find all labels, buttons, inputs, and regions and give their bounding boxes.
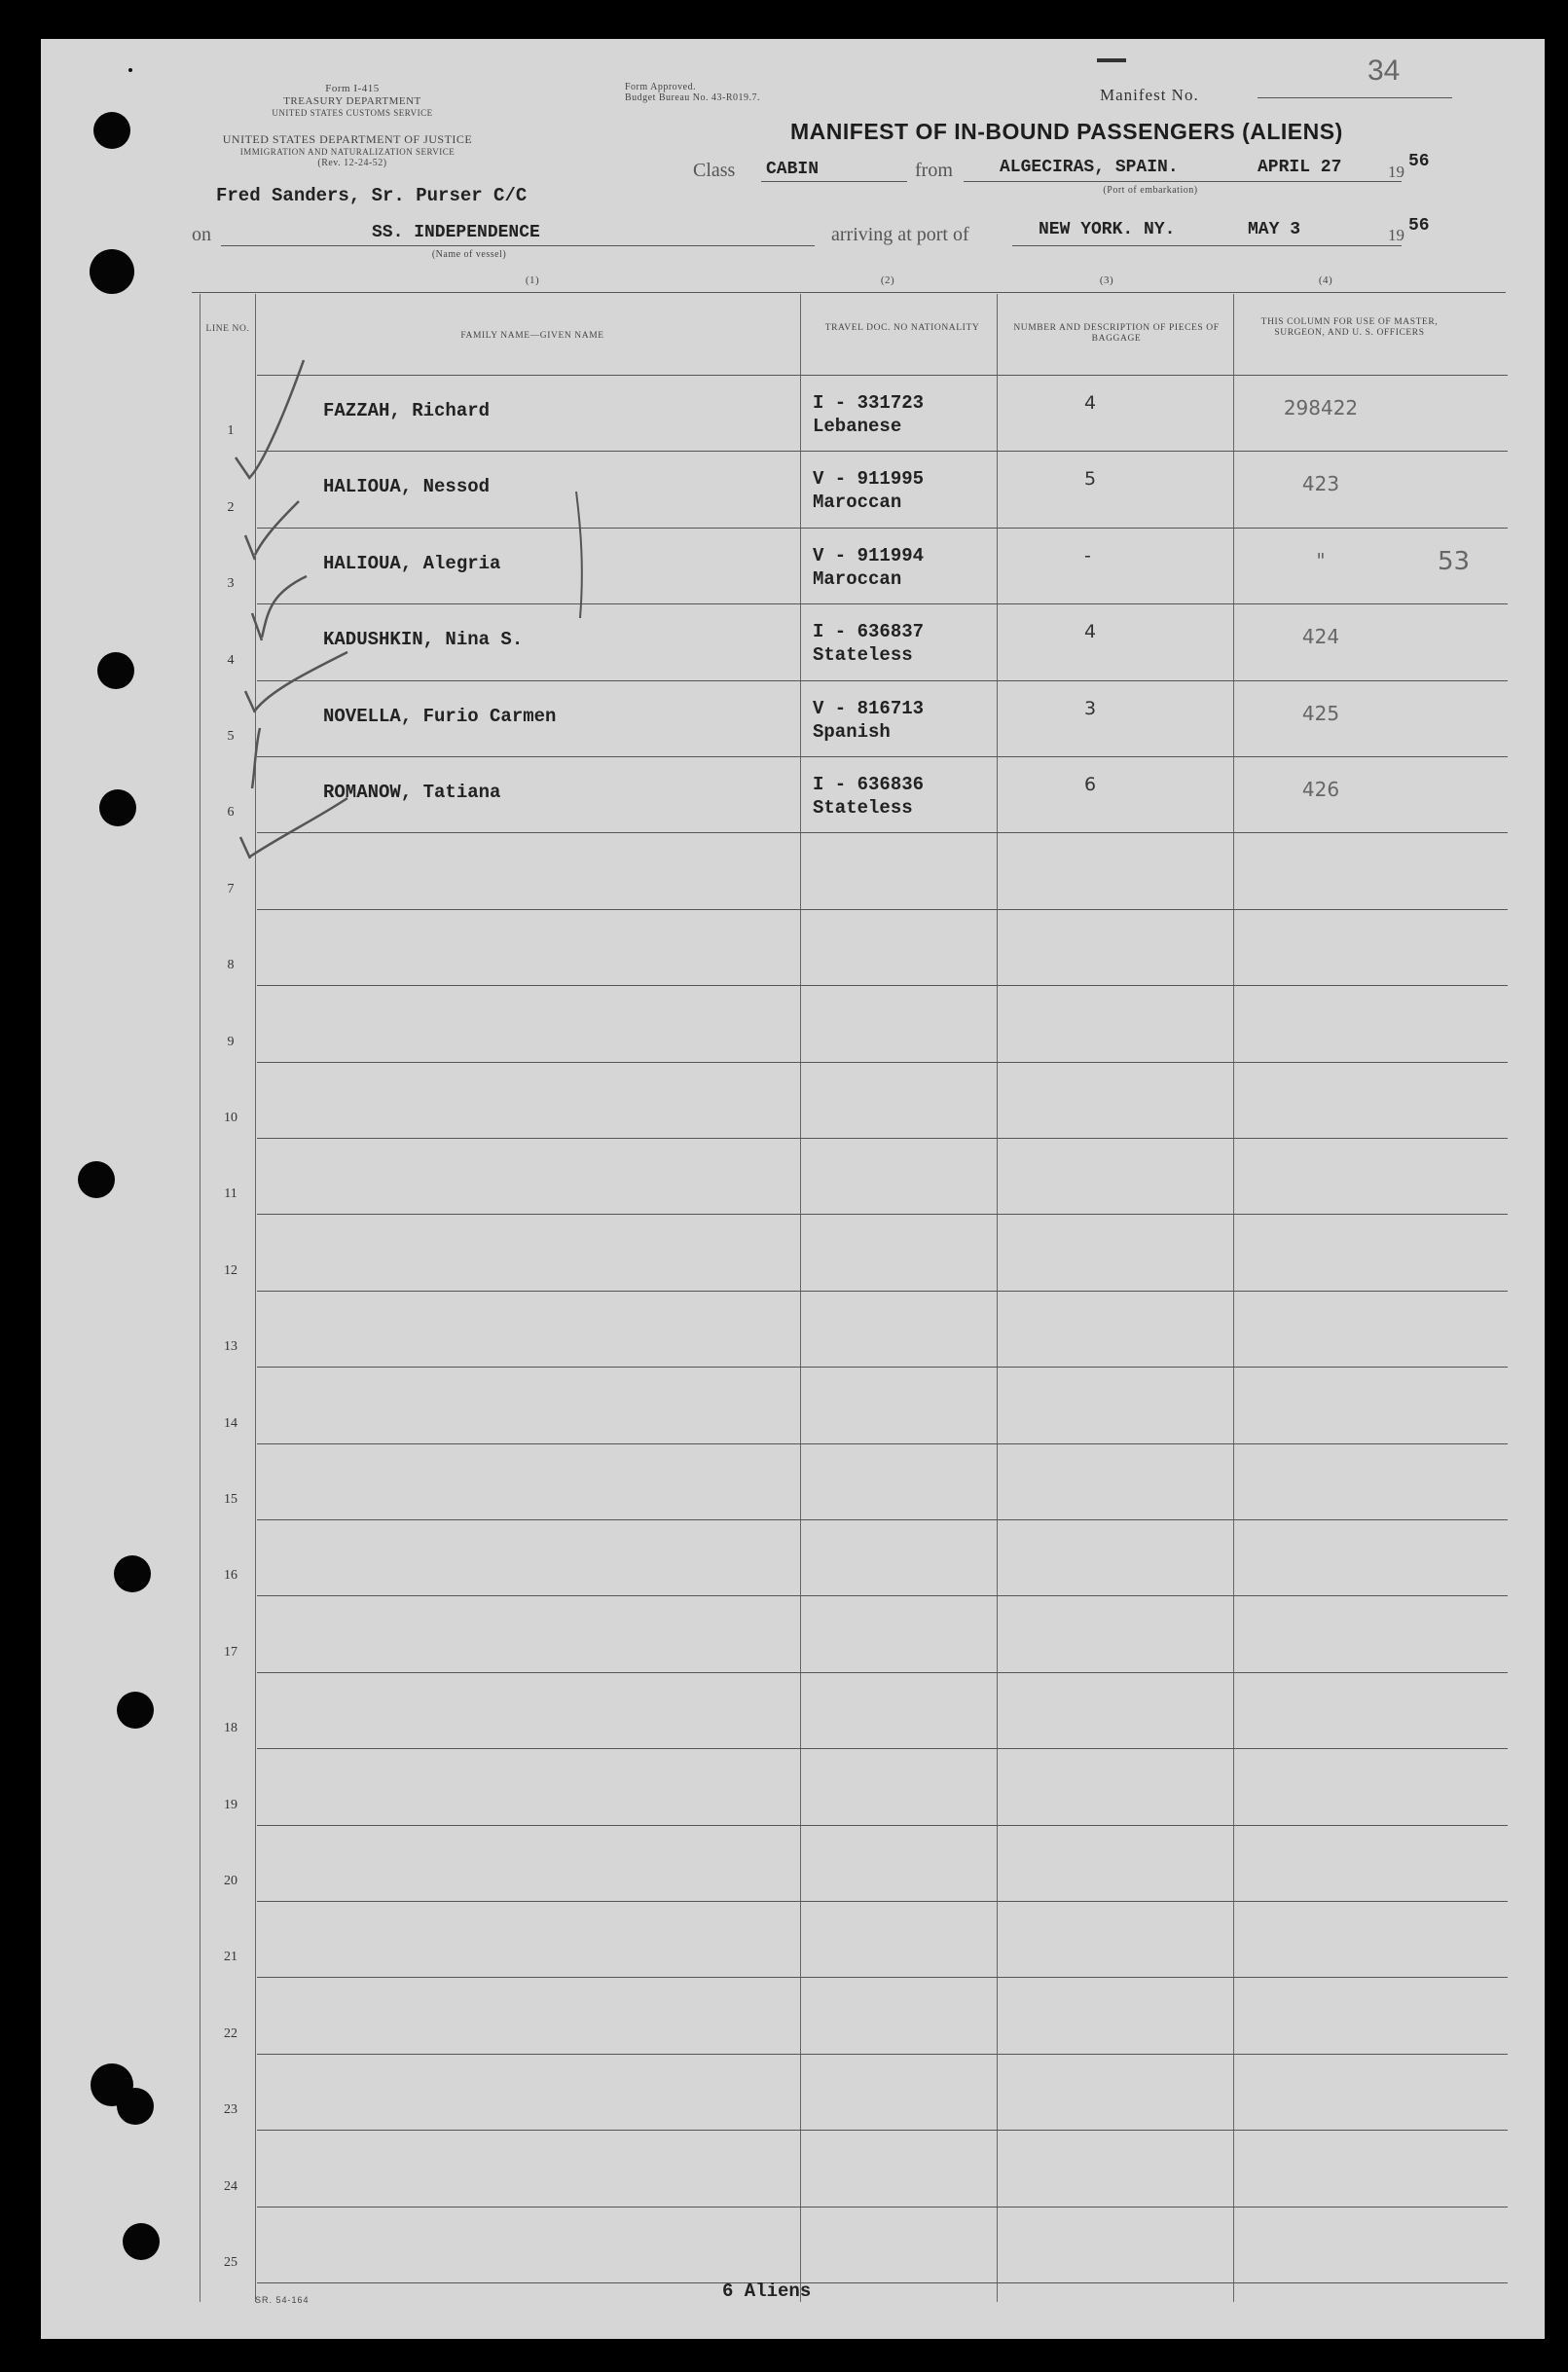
embark-port: ALGECIRAS, SPAIN. xyxy=(1000,158,1179,177)
row-rule xyxy=(257,985,1508,986)
manifest-underline xyxy=(1258,97,1452,98)
row-rule xyxy=(257,2282,1508,2283)
manifest-number: 34 xyxy=(1367,55,1401,87)
header-name: FAMILY NAME—GIVEN NAME xyxy=(460,331,604,341)
punch-hole xyxy=(99,789,136,826)
row-rule xyxy=(257,1977,1508,1978)
row-rule xyxy=(257,2207,1508,2208)
travel-doc-number: I - 331723 xyxy=(813,392,925,414)
arrival-port: NEW YORK. NY. xyxy=(1039,220,1176,239)
officer-note: 425 xyxy=(1301,701,1340,725)
line-number: 15 xyxy=(224,1492,237,1507)
page-title: MANIFEST OF IN-BOUND PASSENGERS (ALIENS) xyxy=(790,119,1343,144)
passenger-name: NOVELLA, Furio Carmen xyxy=(323,705,557,727)
row-rule xyxy=(257,1901,1508,1902)
doc-col-divider xyxy=(997,294,998,2302)
manifest-page xyxy=(41,39,1545,2339)
punch-hole xyxy=(117,2088,154,2125)
revision: (Rev. 12-24-52) xyxy=(317,158,387,168)
customs-service: UNITED STATES CUSTOMS SERVICE xyxy=(272,108,433,118)
line-number: 23 xyxy=(224,2102,237,2118)
line-number: 9 xyxy=(227,1034,235,1049)
row-rule xyxy=(257,528,1508,529)
year-prefix-1: 19 xyxy=(1388,163,1404,181)
margin-note: 53 xyxy=(1438,546,1471,576)
row-rule xyxy=(257,832,1508,833)
embark-year: 56 xyxy=(1408,152,1430,171)
row-rule xyxy=(257,1062,1508,1063)
manifest-label: Manifest No. xyxy=(1100,86,1199,104)
alien-total: 6 Aliens xyxy=(722,2281,812,2302)
row-rule xyxy=(257,1443,1508,1444)
punch-hole xyxy=(90,249,134,294)
on-label: on xyxy=(192,224,211,245)
officer-note: " xyxy=(1316,548,1326,572)
line-number: 21 xyxy=(224,1950,237,1965)
row-rule xyxy=(257,1595,1508,1596)
nationality: Stateless xyxy=(813,644,913,667)
passenger-name: KADUSHKIN, Nina S. xyxy=(323,629,524,651)
row-rule xyxy=(257,1214,1508,1215)
punch-hole xyxy=(93,112,130,149)
line-number: 6 xyxy=(227,805,235,821)
punch-hole xyxy=(117,1692,154,1729)
row-rule xyxy=(257,1748,1508,1749)
travel-doc-number: V - 911995 xyxy=(813,468,925,491)
travel-doc-number: V - 911994 xyxy=(813,544,925,566)
line-number: 19 xyxy=(224,1797,237,1812)
header-line-no: LINE NO. xyxy=(205,324,250,334)
line-number: 22 xyxy=(224,2025,237,2041)
line-number: 12 xyxy=(224,1262,237,1278)
line-number: 11 xyxy=(224,1186,237,1202)
left-border xyxy=(200,294,201,2302)
year-prefix-2: 19 xyxy=(1388,226,1404,244)
punch-hole xyxy=(78,1161,115,1198)
line-number: 13 xyxy=(224,1339,237,1355)
officer-note: 426 xyxy=(1301,778,1340,801)
name-col-divider xyxy=(800,294,801,2302)
top-mark xyxy=(1097,58,1126,62)
baggage-col-divider xyxy=(1233,294,1234,2302)
row-rule xyxy=(257,1825,1508,1826)
line-number: 10 xyxy=(224,1111,237,1125)
immigration-service: IMMIGRATION AND NATURALIZATION SERVICE xyxy=(239,147,456,157)
nationality: Stateless xyxy=(813,797,913,819)
treasury-dept: TREASURY DEPARTMENT xyxy=(283,95,421,107)
travel-doc-number: I - 636837 xyxy=(813,621,925,643)
baggage-count: - xyxy=(1084,544,1091,566)
line-number: 24 xyxy=(224,2178,237,2194)
form-approved: Form Approved. xyxy=(625,82,697,92)
col-num-4: (4) xyxy=(1318,274,1333,286)
baggage-count: 4 xyxy=(1084,392,1097,414)
row-rule xyxy=(257,1138,1508,1139)
line-number: 18 xyxy=(224,1721,237,1736)
baggage-count: 6 xyxy=(1084,774,1097,795)
footer-code: SR. 54-164 xyxy=(255,2295,310,2305)
row-rule xyxy=(257,2130,1508,2131)
baggage-count: 4 xyxy=(1084,621,1097,643)
header-bottom-rule xyxy=(257,375,1508,376)
officer-note: 298422 xyxy=(1283,396,1359,420)
passenger-name: ROMANOW, Tatiana xyxy=(323,782,501,803)
nationality: Spanish xyxy=(813,720,891,743)
dot-mark xyxy=(128,68,132,72)
baggage-count: 5 xyxy=(1084,468,1097,491)
budget-bureau: Budget Bureau No. 43-R019.7. xyxy=(625,92,760,103)
bracket-mark-icon xyxy=(566,482,596,628)
line-number: 3 xyxy=(227,576,235,592)
header-doc: TRAVEL DOC. NO NATIONALITY xyxy=(824,323,980,333)
class-value: CABIN xyxy=(766,160,820,179)
embark-date: APRIL 27 xyxy=(1258,158,1342,177)
baggage-count: 3 xyxy=(1084,697,1097,719)
nationality: Maroccan xyxy=(813,567,902,590)
line-number: 25 xyxy=(224,2255,237,2270)
nationality: Lebanese xyxy=(813,416,902,437)
line-number: 16 xyxy=(224,1568,237,1584)
line-number: 14 xyxy=(224,1415,237,1431)
row-rule xyxy=(257,909,1508,910)
line-number: 2 xyxy=(227,499,235,515)
line-number: 20 xyxy=(224,1874,237,1888)
from-label: from xyxy=(915,160,953,181)
punch-hole xyxy=(97,652,134,689)
form-number: Form I-415 xyxy=(325,83,380,94)
nationality: Maroccan xyxy=(813,492,902,514)
row-rule xyxy=(257,756,1508,757)
vessel-note: (Name of vessel) xyxy=(431,249,507,260)
header-baggage: NUMBER AND DESCRIPTION OF PIECES OF BAGGAGE xyxy=(1013,323,1220,344)
officer-note: 424 xyxy=(1301,625,1340,649)
line-number: 4 xyxy=(227,652,235,668)
line-number: 5 xyxy=(227,729,235,744)
class-label: Class xyxy=(693,160,736,181)
arriving-label: arriving at port of xyxy=(831,224,969,245)
row-rule xyxy=(257,1672,1508,1673)
passenger-name: FAZZAH, Richard xyxy=(323,400,491,421)
row-rule xyxy=(257,1519,1508,1520)
justice-dept: UNITED STATES DEPARTMENT OF JUSTICE xyxy=(222,132,473,146)
check-marks-icon xyxy=(231,321,425,866)
row-rule xyxy=(257,680,1508,681)
signer: Fred Sanders, Sr. Purser C/C xyxy=(216,185,528,206)
row-rule xyxy=(257,451,1508,452)
row-rule xyxy=(257,603,1508,604)
arrival-year: 56 xyxy=(1408,216,1430,236)
col-num-1: (1) xyxy=(525,274,540,286)
col-num-3: (3) xyxy=(1099,274,1114,286)
header-officers: THIS COLUMN FOR USE OF MASTER, SURGEON, AND U. S. OFFICERS xyxy=(1260,317,1439,338)
line-number: 8 xyxy=(227,958,235,973)
travel-doc-number: I - 636836 xyxy=(813,774,925,795)
line-number: 17 xyxy=(224,1644,237,1660)
port-note: (Port of embarkation) xyxy=(1103,185,1198,196)
arrival-date: MAY 3 xyxy=(1248,220,1301,239)
vessel-name: SS. INDEPENDENCE xyxy=(372,223,540,242)
row-rule xyxy=(257,1367,1508,1368)
line-number: 1 xyxy=(227,423,235,439)
passenger-name: HALIOUA, Alegria xyxy=(323,552,501,574)
punch-hole xyxy=(114,1555,151,1592)
travel-doc-number: V - 816713 xyxy=(813,697,925,719)
officer-note: 423 xyxy=(1301,472,1340,496)
col-num-2: (2) xyxy=(880,274,895,286)
table-top-rule xyxy=(192,292,1506,293)
punch-hole xyxy=(123,2223,160,2260)
row-rule xyxy=(257,1291,1508,1292)
row-rule xyxy=(257,2054,1508,2055)
passenger-name: HALIOUA, Nessod xyxy=(323,476,491,498)
line-number: 7 xyxy=(227,881,235,896)
